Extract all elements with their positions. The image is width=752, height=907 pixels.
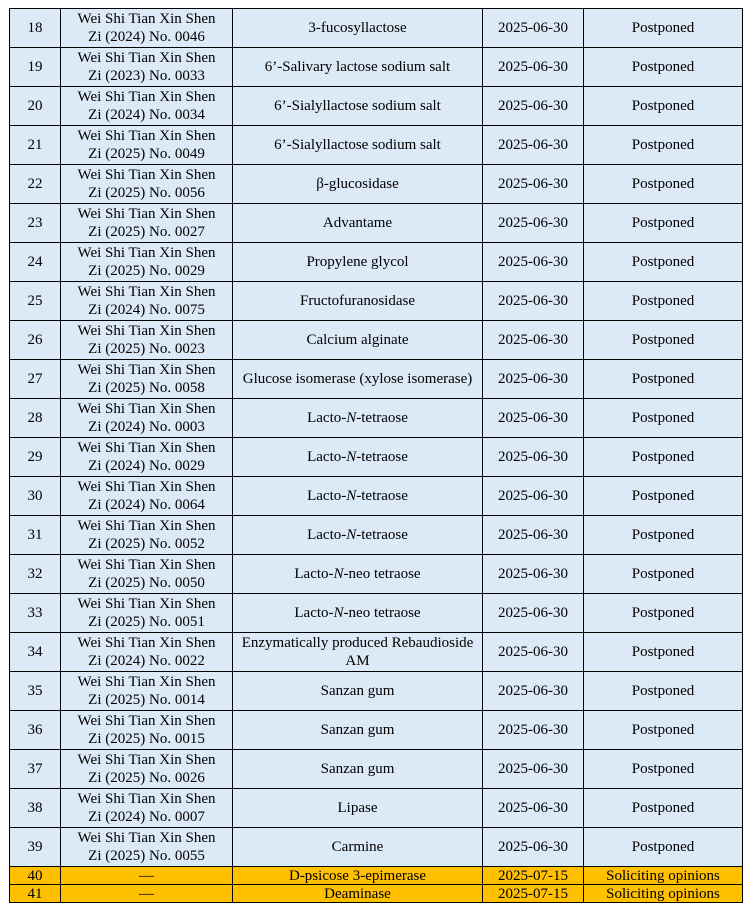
substance-name-cell <box>233 516 483 555</box>
row-number-cell: 36 <box>10 711 61 750</box>
substance-name-prefix: Lacto- <box>294 605 334 621</box>
approval-number-line2: Zi (2025) No. 0058 <box>88 380 205 396</box>
row-number-cell: 26 <box>10 321 61 360</box>
table-row <box>10 360 743 399</box>
approval-number-cell <box>61 750 233 789</box>
substance-name-cell: Lipase <box>233 789 483 828</box>
date-cell: 2025-06-30 <box>483 828 584 867</box>
approval-number-line1: — <box>139 885 154 902</box>
date-cell: 2025-06-30 <box>483 789 584 828</box>
approval-number-cell <box>61 243 233 282</box>
approval-number-line2: Zi (2025) No. 0027 <box>88 224 205 240</box>
approval-number-cell <box>61 165 233 204</box>
table-row <box>10 243 743 282</box>
approval-number-line1: Wei Shi Tian Xin Shen <box>77 206 216 222</box>
approval-number-line1: Wei Shi Tian Xin Shen <box>77 11 216 27</box>
table-row <box>10 828 743 867</box>
status-cell: Postponed <box>584 633 743 672</box>
status-cell: Postponed <box>584 828 743 867</box>
approval-number-line2: Zi (2025) No. 0029 <box>88 263 205 279</box>
row-number-cell: 35 <box>10 672 61 711</box>
table-row <box>10 126 743 165</box>
substance-name-cell <box>233 477 483 516</box>
row-number-cell: 20 <box>10 87 61 126</box>
substance-name-cell: Enzymatically produced Rebaudioside AM <box>233 633 483 672</box>
substance-name-cell: D-psicose 3-epimerase <box>233 867 483 885</box>
approval-number-line2: Zi (2025) No. 0023 <box>88 341 205 357</box>
approval-number-line1: Wei Shi Tian Xin Shen <box>77 440 216 456</box>
approval-number-line2: Zi (2025) No. 0056 <box>88 185 205 201</box>
approval-number-line2: Zi (2024) No. 0022 <box>88 653 205 669</box>
row-number-cell: 24 <box>10 243 61 282</box>
approval-number-cell <box>61 516 233 555</box>
approval-number-line2: Zi (2024) No. 0007 <box>88 809 205 825</box>
substance-name-cell: Calcium alginate <box>233 321 483 360</box>
status-cell: Postponed <box>584 48 743 87</box>
status-cell: Postponed <box>584 750 743 789</box>
status-cell: Postponed <box>584 282 743 321</box>
status-cell: Soliciting opinions <box>584 885 743 903</box>
date-cell: 2025-06-30 <box>483 750 584 789</box>
substance-name-cell: 6’-Sialyllactose sodium salt <box>233 87 483 126</box>
substance-name-cell: Carmine <box>233 828 483 867</box>
table-row <box>10 516 743 555</box>
approval-number-line1: Wei Shi Tian Xin Shen <box>77 479 216 495</box>
substance-name-prefix: Lacto- <box>307 449 347 465</box>
status-cell: Postponed <box>584 360 743 399</box>
status-cell: Postponed <box>584 243 743 282</box>
approval-number-cell <box>61 828 233 867</box>
status-cell: Postponed <box>584 789 743 828</box>
substance-name-italic: N <box>346 527 357 543</box>
substance-name-prefix: Lacto- <box>307 527 347 543</box>
approval-number-line1: Wei Shi Tian Xin Shen <box>77 362 216 378</box>
approval-number-cell <box>61 360 233 399</box>
substance-name-prefix: Lacto- <box>307 488 347 504</box>
approval-number-line2: Zi (2025) No. 0026 <box>88 770 205 786</box>
approval-table <box>9 8 743 903</box>
approval-number-cell <box>61 867 233 885</box>
approval-number-cell <box>61 399 233 438</box>
substance-name-cell: Glucose isomerase (xylose isomerase) <box>233 360 483 399</box>
approval-number-cell <box>61 789 233 828</box>
table-row <box>10 165 743 204</box>
approval-number-line2: Zi (2025) No. 0015 <box>88 731 205 747</box>
row-number-cell: 25 <box>10 282 61 321</box>
status-cell: Postponed <box>584 399 743 438</box>
row-number-cell: 40 <box>10 867 61 885</box>
substance-name-cell <box>233 438 483 477</box>
date-cell: 2025-06-30 <box>483 165 584 204</box>
table-row <box>10 885 743 903</box>
approval-number-line2: Zi (2024) No. 0064 <box>88 497 205 513</box>
approval-number-cell <box>61 9 233 48</box>
status-cell: Postponed <box>584 711 743 750</box>
status-cell: Postponed <box>584 126 743 165</box>
approval-number-cell <box>61 48 233 87</box>
row-number-cell: 23 <box>10 204 61 243</box>
row-number-cell: 31 <box>10 516 61 555</box>
approval-number-cell <box>61 555 233 594</box>
date-cell: 2025-06-30 <box>483 594 584 633</box>
table-row <box>10 321 743 360</box>
status-cell: Postponed <box>584 477 743 516</box>
substance-name-cell <box>233 555 483 594</box>
approval-number-line2: Zi (2025) No. 0014 <box>88 692 205 708</box>
table-row <box>10 48 743 87</box>
row-number-cell: 29 <box>10 438 61 477</box>
date-cell: 2025-06-30 <box>483 243 584 282</box>
substance-name-cell: 3-fucosyllactose <box>233 9 483 48</box>
approval-number-line2: Zi (2024) No. 0034 <box>88 107 205 123</box>
substance-name-italic: N <box>346 410 357 426</box>
date-cell: 2025-06-30 <box>483 672 584 711</box>
substance-name-italic: N <box>333 566 344 582</box>
date-cell: 2025-06-30 <box>483 204 584 243</box>
approval-number-line2: Zi (2024) No. 0029 <box>88 458 205 474</box>
approval-number-line1: Wei Shi Tian Xin Shen <box>77 284 216 300</box>
approval-number-line1: Wei Shi Tian Xin Shen <box>77 245 216 261</box>
substance-name-prefix: Lacto- <box>294 566 334 582</box>
approval-number-line1: Wei Shi Tian Xin Shen <box>77 635 216 651</box>
approval-number-cell <box>61 885 233 903</box>
approval-number-line1: Wei Shi Tian Xin Shen <box>77 791 216 807</box>
status-cell: Postponed <box>584 555 743 594</box>
approval-number-line1: Wei Shi Tian Xin Shen <box>77 89 216 105</box>
approval-number-line1: Wei Shi Tian Xin Shen <box>77 518 216 534</box>
row-number-cell: 33 <box>10 594 61 633</box>
row-number-cell: 21 <box>10 126 61 165</box>
table-row <box>10 711 743 750</box>
approval-number-line1: Wei Shi Tian Xin Shen <box>77 713 216 729</box>
approval-number-line2: Zi (2024) No. 0003 <box>88 419 205 435</box>
date-cell: 2025-06-30 <box>483 633 584 672</box>
status-cell: Postponed <box>584 672 743 711</box>
approval-number-cell <box>61 594 233 633</box>
status-cell: Postponed <box>584 594 743 633</box>
approval-number-line1: — <box>139 867 154 884</box>
status-cell: Postponed <box>584 321 743 360</box>
approval-number-line2: Zi (2025) No. 0049 <box>88 146 205 162</box>
approval-number-cell <box>61 282 233 321</box>
row-number-cell: 34 <box>10 633 61 672</box>
table-row <box>10 633 743 672</box>
substance-name-cell <box>233 399 483 438</box>
row-number-cell: 41 <box>10 885 61 903</box>
substance-name-suffix: -tetraose <box>356 410 408 426</box>
row-number-cell: 18 <box>10 9 61 48</box>
date-cell: 2025-06-30 <box>483 282 584 321</box>
approval-number-line2: Zi (2025) No. 0050 <box>88 575 205 591</box>
substance-name-cell: Sanzan gum <box>233 750 483 789</box>
substance-name-cell: Propylene glycol <box>233 243 483 282</box>
substance-name-cell: Sanzan gum <box>233 672 483 711</box>
approval-number-line1: Wei Shi Tian Xin Shen <box>77 167 216 183</box>
table-row <box>10 9 743 48</box>
date-cell: 2025-06-30 <box>483 399 584 438</box>
row-number-cell: 38 <box>10 789 61 828</box>
table-row <box>10 750 743 789</box>
row-number-cell: 19 <box>10 48 61 87</box>
substance-name-suffix: -tetraose <box>356 449 408 465</box>
table-row <box>10 477 743 516</box>
substance-name-cell: Fructofuranosidase <box>233 282 483 321</box>
substance-name-suffix: -tetraose <box>356 488 408 504</box>
approval-number-line1: Wei Shi Tian Xin Shen <box>77 557 216 573</box>
substance-name-prefix: Lacto- <box>307 410 347 426</box>
date-cell: 2025-06-30 <box>483 48 584 87</box>
substance-name-cell: Advantame <box>233 204 483 243</box>
approval-number-cell <box>61 711 233 750</box>
date-cell: 2025-07-15 <box>483 867 584 885</box>
date-cell: 2025-06-30 <box>483 321 584 360</box>
approval-number-cell <box>61 477 233 516</box>
approval-number-line2: Zi (2023) No. 0033 <box>88 68 205 84</box>
substance-name-cell: 6’-Sialyllactose sodium salt <box>233 126 483 165</box>
approval-number-line1: Wei Shi Tian Xin Shen <box>77 323 216 339</box>
approval-number-line2: Zi (2024) No. 0075 <box>88 302 205 318</box>
date-cell: 2025-06-30 <box>483 360 584 399</box>
table-row <box>10 867 743 885</box>
approval-number-line2: Zi (2025) No. 0055 <box>88 848 205 864</box>
approval-number-line1: Wei Shi Tian Xin Shen <box>77 674 216 690</box>
substance-name-suffix: -tetraose <box>356 527 408 543</box>
date-cell: 2025-07-15 <box>483 885 584 903</box>
date-cell: 2025-06-30 <box>483 477 584 516</box>
row-number-cell: 32 <box>10 555 61 594</box>
status-cell: Postponed <box>584 9 743 48</box>
approval-number-cell <box>61 321 233 360</box>
date-cell: 2025-06-30 <box>483 555 584 594</box>
status-cell: Postponed <box>584 204 743 243</box>
table-body <box>10 9 743 903</box>
approval-number-line1: Wei Shi Tian Xin Shen <box>77 752 216 768</box>
substance-name-italic: N <box>333 605 344 621</box>
row-number-cell: 30 <box>10 477 61 516</box>
substance-name-italic: N <box>346 488 357 504</box>
table-row <box>10 87 743 126</box>
table-row <box>10 438 743 477</box>
date-cell: 2025-06-30 <box>483 126 584 165</box>
status-cell: Postponed <box>584 165 743 204</box>
substance-name-cell: Deaminase <box>233 885 483 903</box>
date-cell: 2025-06-30 <box>483 438 584 477</box>
row-number-cell: 28 <box>10 399 61 438</box>
status-cell: Postponed <box>584 438 743 477</box>
approval-number-line2: Zi (2025) No. 0051 <box>88 614 205 630</box>
approval-number-cell <box>61 438 233 477</box>
substance-name-cell: Sanzan gum <box>233 711 483 750</box>
table-row <box>10 204 743 243</box>
date-cell: 2025-06-30 <box>483 516 584 555</box>
status-cell: Postponed <box>584 516 743 555</box>
table-row <box>10 555 743 594</box>
table-row <box>10 399 743 438</box>
substance-name-cell <box>233 594 483 633</box>
row-number-cell: 37 <box>10 750 61 789</box>
row-number-cell: 27 <box>10 360 61 399</box>
table-row <box>10 594 743 633</box>
status-cell: Soliciting opinions <box>584 867 743 885</box>
table-row <box>10 789 743 828</box>
substance-name-cell: 6’-Salivary lactose sodium salt <box>233 48 483 87</box>
status-cell: Postponed <box>584 87 743 126</box>
row-number-cell: 39 <box>10 828 61 867</box>
date-cell: 2025-06-30 <box>483 711 584 750</box>
substance-name-suffix: -neo tetraose <box>343 566 421 582</box>
approval-number-line1: Wei Shi Tian Xin Shen <box>77 128 216 144</box>
substance-name-cell: β-glucosidase <box>233 165 483 204</box>
row-number-cell: 22 <box>10 165 61 204</box>
approval-number-line2: Zi (2025) No. 0052 <box>88 536 205 552</box>
date-cell: 2025-06-30 <box>483 9 584 48</box>
approval-number-cell <box>61 672 233 711</box>
date-cell: 2025-06-30 <box>483 87 584 126</box>
approval-number-cell <box>61 87 233 126</box>
approval-number-line1: Wei Shi Tian Xin Shen <box>77 596 216 612</box>
approval-number-cell <box>61 204 233 243</box>
approval-number-cell <box>61 633 233 672</box>
approval-number-line1: Wei Shi Tian Xin Shen <box>77 50 216 66</box>
approval-number-line1: Wei Shi Tian Xin Shen <box>77 401 216 417</box>
substance-name-suffix: -neo tetraose <box>343 605 421 621</box>
approval-number-cell <box>61 126 233 165</box>
substance-name-italic: N <box>346 449 357 465</box>
table-row <box>10 672 743 711</box>
approval-number-line2: Zi (2024) No. 0046 <box>88 29 205 45</box>
table-row <box>10 282 743 321</box>
approval-number-line1: Wei Shi Tian Xin Shen <box>77 830 216 846</box>
